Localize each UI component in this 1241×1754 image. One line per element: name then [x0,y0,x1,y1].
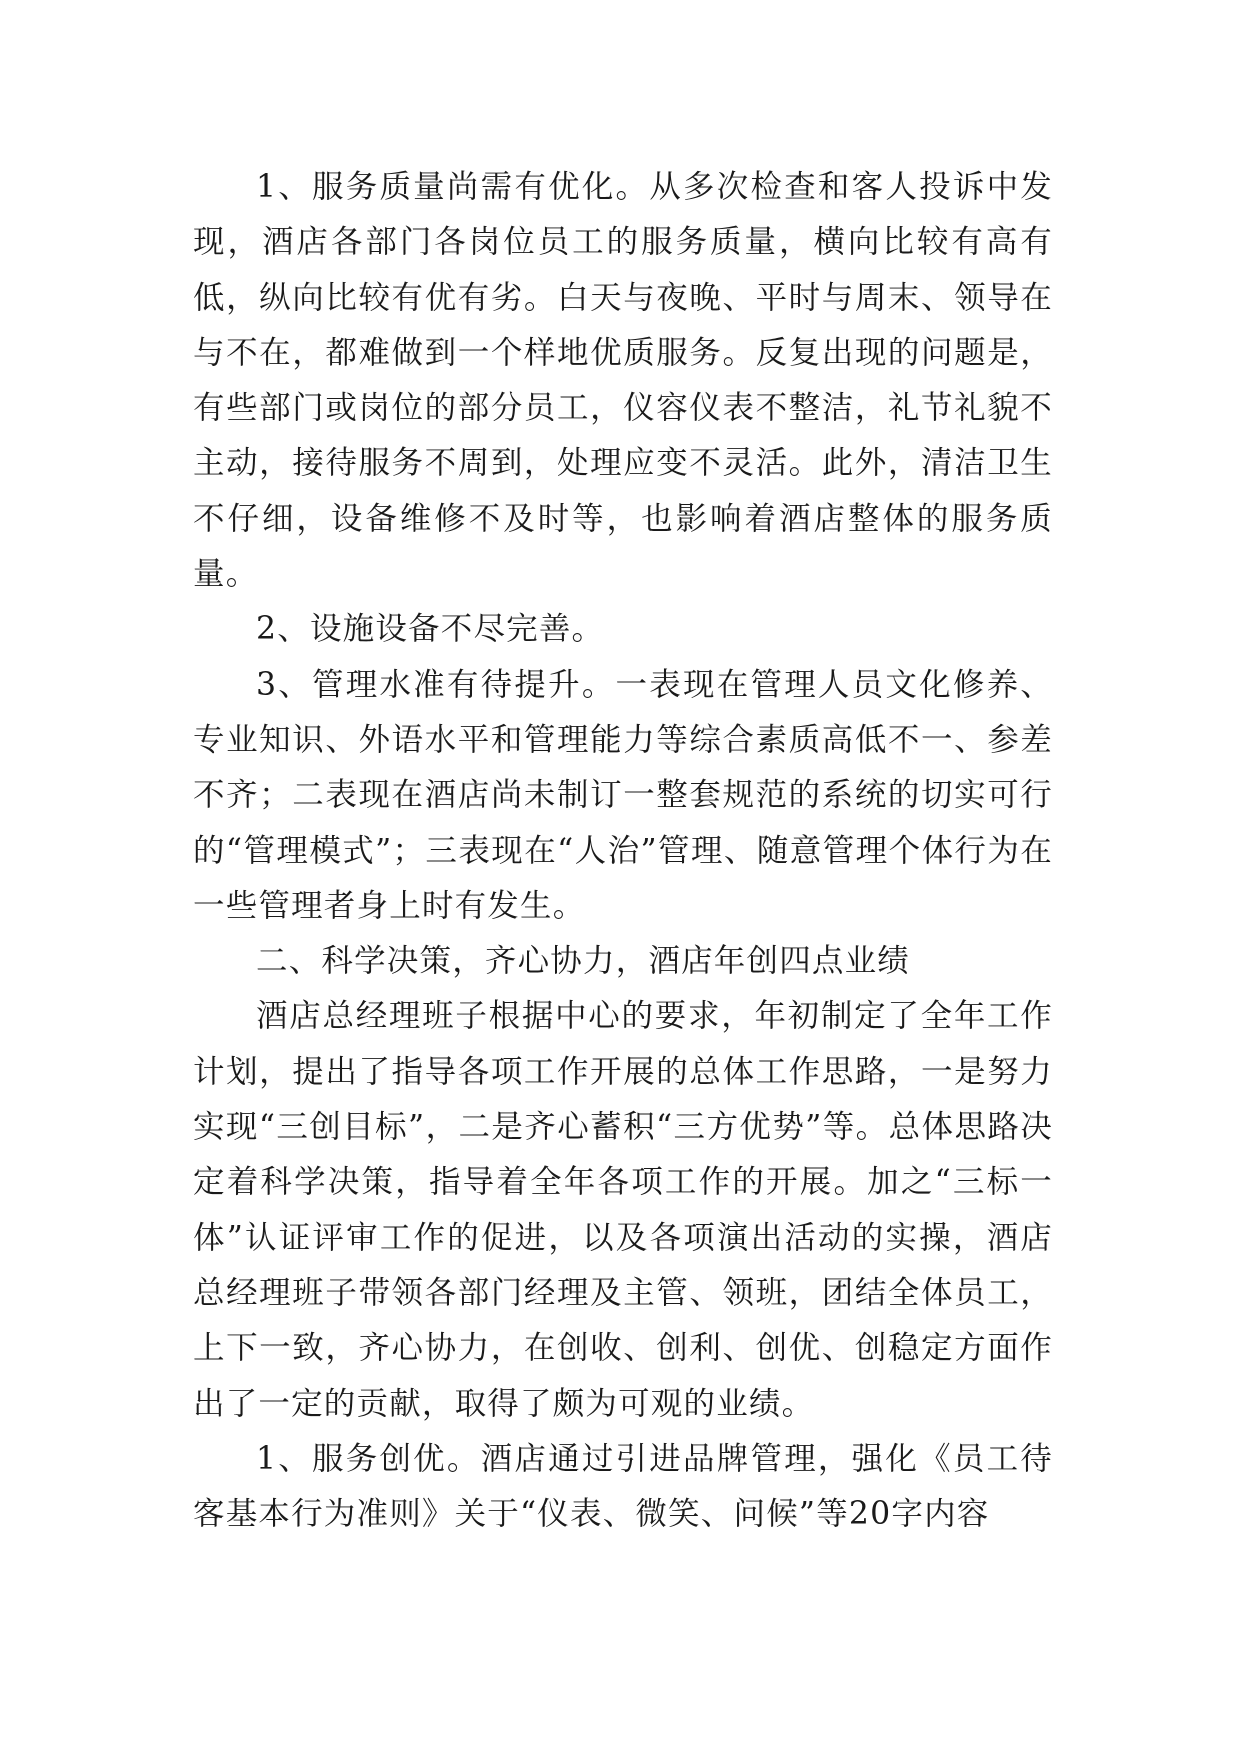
document-body [193,160,1053,1542]
paragraph-service-excellence: 1、服务创优。酒店通过引进品牌管理，强化《员工待客基本行为准则》关于“仪表、微笑、问候”等20字内容 [193,1440,1053,1533]
paragraph-work-plan: 酒店总经理班子根据中心的要求，年初制定了全年工作计划，提出了指导各项工作开展的总体工作思路，一是努力实现“三创目标”，二是齐心蓄积“三方优势”等。总体思路决定着科学决策，指导着全年各项工作的开展。加之“三标一体”认证评审工作的促进，以及各项演出活动的实操，酒店总经理班子带领各部门经理及主管、领班，团结全体员工，上下一致，齐心协力，在创收、创利、创优、创稳定方面作出了一定的贡献，取得了颇为可观的业绩。 [193,998,1053,1422]
paragraph-management-level: 3、管理水准有待提升。一表现在管理人员文化修养、专业知识、外语水平和管理能力等综合素质高低不一、参差不齐；二表现在酒店尚未制订一整套规范的系统的切实可行的“管理模式”；三表现在“人治”管理、随意管理个体行为在一些管理者身上时有发生。 [193,666,1053,924]
paragraph-service-quality: 1、服务质量尚需有优化。从多次检查和客人投诉中发现，酒店各部门各岗位员工的服务质量，横向比较有高有低，纵向比较有优有劣。白天与夜晚、平时与周末、领导在与不在，都难做到一个样地优质服务。反复出现的问题是，有些部门或岗位的部分员工，仪容仪表不整洁，礼节礼貌不主动，接待服务不周到，处理应变不灵活。此外，清洁卫生不仔细，设备维修不及时等，也影响着酒店整体的服务质量。 [193,169,1053,593]
paragraph-facilities: 2、设施设备不尽完善。 [256,611,605,648]
section-heading: 二、科学决策，齐心协力，酒店年创四点业绩 [256,943,911,980]
